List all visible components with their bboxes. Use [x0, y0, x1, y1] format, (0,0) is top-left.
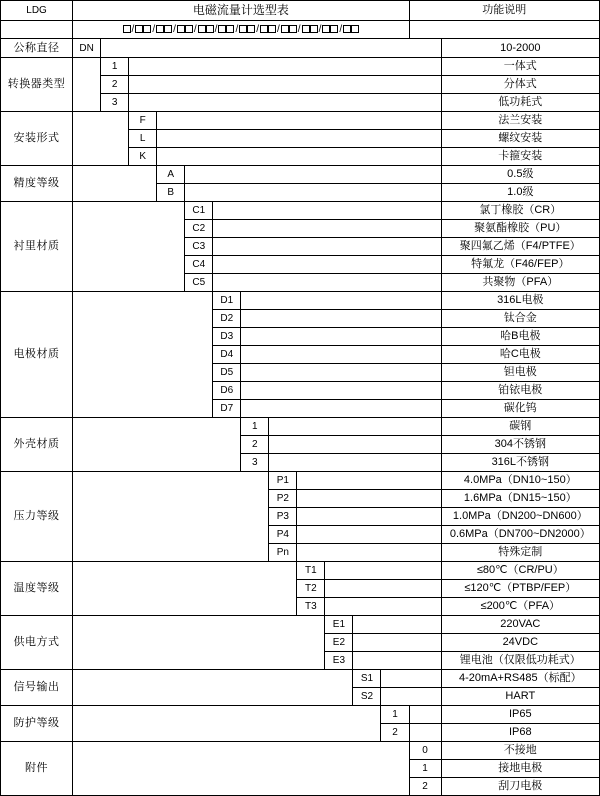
table-row — [1, 202, 600, 220]
blank-cell — [241, 292, 441, 310]
blank-cell — [157, 112, 441, 130]
desc-cell: 特殊定制 — [441, 544, 599, 562]
table-row — [1, 706, 600, 724]
blank-cell — [73, 166, 157, 202]
blank-cell — [73, 112, 129, 166]
code-cell: 3 — [101, 94, 129, 112]
blank-cell — [73, 616, 325, 670]
code-box — [302, 25, 310, 33]
blank-cell — [73, 292, 213, 418]
desc-cell: 聚氨酯橡胶（PU） — [441, 220, 599, 238]
blank-cell — [73, 670, 353, 706]
code-cell: S1 — [353, 670, 381, 688]
code-box — [143, 25, 151, 33]
code-slash: / — [297, 23, 301, 35]
code-cell: P2 — [269, 490, 297, 508]
code-cell: C1 — [185, 202, 213, 220]
blank-cell — [269, 436, 441, 454]
code-box — [268, 25, 276, 33]
table-row — [1, 39, 600, 58]
desc-cell: 氯丁橡胶（CR） — [441, 202, 599, 220]
table-row — [1, 616, 600, 634]
desc-cell: 10-2000 — [441, 39, 599, 58]
blank-cell — [241, 364, 441, 382]
code-box — [226, 25, 234, 33]
blank-cell — [409, 724, 441, 742]
code-cell: 2 — [381, 724, 409, 742]
desc-cell: HART — [441, 688, 599, 706]
code-cell: S2 — [353, 688, 381, 706]
code-cell: D2 — [213, 310, 241, 328]
row-label-housing-material: 外壳材质 — [1, 418, 73, 472]
code-cell: L — [129, 130, 157, 148]
code-cell: Pn — [269, 544, 297, 562]
spacer-right — [409, 21, 599, 39]
desc-cell: IP68 — [441, 724, 599, 742]
code-slash: / — [214, 23, 218, 35]
desc-cell: 钽电极 — [441, 364, 599, 382]
table-row — [1, 58, 600, 76]
code-cell: 2 — [101, 76, 129, 94]
desc-cell: 碳钢 — [441, 418, 599, 436]
code-cell: 0 — [409, 742, 441, 760]
code-box — [198, 25, 206, 33]
code-box — [123, 25, 131, 33]
code-cell: D4 — [213, 346, 241, 364]
code-box — [260, 25, 268, 33]
blank-cell — [73, 202, 185, 292]
code-cell: T1 — [297, 562, 325, 580]
code-box — [177, 25, 185, 33]
code-cell: 1 — [241, 418, 269, 436]
code-cell: E3 — [325, 652, 353, 670]
code-box — [164, 25, 172, 33]
blank-cell — [325, 562, 441, 580]
blank-cell — [353, 652, 441, 670]
blank-cell — [129, 76, 441, 94]
code-cell: 1 — [409, 760, 441, 778]
blank-cell — [73, 742, 409, 796]
code-slash: / — [318, 23, 322, 35]
func-desc-header: 功能说明 — [409, 1, 599, 21]
code-boxes — [73, 21, 409, 39]
code-boxes-row — [1, 21, 600, 39]
blank-cell — [297, 526, 441, 544]
code-box — [247, 25, 255, 33]
blank-cell — [157, 130, 441, 148]
desc-cell: 分体式 — [441, 76, 599, 94]
blank-cell — [269, 418, 441, 436]
blank-cell — [157, 148, 441, 166]
code-cell: C3 — [185, 238, 213, 256]
table-row — [1, 742, 600, 760]
desc-cell: 聚四氟乙烯（F4/PTFE） — [441, 238, 599, 256]
blank-cell — [297, 544, 441, 562]
row-label-install-form: 安装形式 — [1, 112, 73, 166]
blank-cell — [185, 166, 441, 184]
code-cell: E1 — [325, 616, 353, 634]
blank-cell — [73, 706, 381, 742]
desc-cell: 低功耗式 — [441, 94, 599, 112]
row-label-converter-type: 转换器类型 — [1, 58, 73, 112]
desc-cell: 刮刀电极 — [441, 778, 599, 796]
blank-cell — [73, 418, 241, 472]
table-row — [1, 166, 600, 184]
code-cell: P4 — [269, 526, 297, 544]
row-label-signal-output: 信号输出 — [1, 670, 73, 706]
desc-cell: 304不锈钢 — [441, 436, 599, 454]
title-row — [1, 1, 600, 21]
blank-cell — [129, 94, 441, 112]
blank-cell — [381, 688, 441, 706]
row-label-accuracy-class: 精度等级 — [1, 166, 73, 202]
row-label-power-supply: 供电方式 — [1, 616, 73, 670]
code-cell: C2 — [185, 220, 213, 238]
blank-cell — [213, 256, 441, 274]
desc-cell: 共聚物（PFA） — [441, 274, 599, 292]
blank-cell — [101, 39, 441, 58]
blank-cell — [269, 454, 441, 472]
code-cell: B — [157, 184, 185, 202]
code-cell: P3 — [269, 508, 297, 526]
code-cell: T3 — [297, 598, 325, 616]
code-cell: 1 — [101, 58, 129, 76]
code-cell: 2 — [409, 778, 441, 796]
model-prefix-cell: LDG — [1, 1, 73, 21]
blank-cell — [241, 400, 441, 418]
desc-cell: 316L电极 — [441, 292, 599, 310]
blank-cell — [213, 220, 441, 238]
blank-cell — [73, 58, 101, 112]
code-slash: / — [256, 23, 259, 35]
code-slash: / — [173, 23, 176, 35]
blank-cell — [213, 274, 441, 292]
row-label-pressure-class: 压力等级 — [1, 472, 73, 562]
code-cell: K — [129, 148, 157, 166]
code-box — [185, 25, 193, 33]
blank-cell — [297, 472, 441, 490]
spacer-left — [1, 21, 73, 39]
table-row — [1, 472, 600, 490]
code-cell: 1 — [381, 706, 409, 724]
desc-cell: 4.0MPa（DN10~150） — [441, 472, 599, 490]
code-dn: DN — [73, 39, 101, 58]
row-label-accessories: 附件 — [1, 742, 73, 796]
desc-cell: 一体式 — [441, 58, 599, 76]
desc-cell: 铂铱电极 — [441, 382, 599, 400]
row-label-electrode-material: 电极材质 — [1, 292, 73, 418]
row-label-nominal-diameter: 公称直径 — [1, 39, 73, 58]
code-box — [206, 25, 214, 33]
blank-cell — [325, 598, 441, 616]
code-cell: 2 — [241, 436, 269, 454]
blank-cell — [241, 310, 441, 328]
code-slash: / — [152, 23, 156, 35]
code-box — [135, 25, 143, 33]
row-label-temperature-class: 温度等级 — [1, 562, 73, 616]
table-row — [1, 112, 600, 130]
desc-cell: 接地电极 — [441, 760, 599, 778]
blank-cell — [297, 490, 441, 508]
table-row — [1, 292, 600, 310]
chart-title: 电磁流量计选型表 — [73, 1, 409, 21]
desc-cell: 哈B电极 — [441, 328, 599, 346]
code-box — [330, 25, 338, 33]
blank-cell — [409, 706, 441, 724]
desc-cell: 不接地 — [441, 742, 599, 760]
desc-cell: 法兰安装 — [441, 112, 599, 130]
blank-cell — [241, 328, 441, 346]
desc-cell: 哈C电极 — [441, 346, 599, 364]
blank-cell — [297, 508, 441, 526]
desc-cell: 1.6MPa（DN15~150） — [441, 490, 599, 508]
code-cell: 3 — [241, 454, 269, 472]
blank-cell — [129, 58, 441, 76]
desc-cell: ≤80℃（CR/PU） — [441, 562, 599, 580]
code-box — [156, 25, 164, 33]
desc-cell: 24VDC — [441, 634, 599, 652]
code-box — [351, 25, 359, 33]
blank-cell — [353, 616, 441, 634]
desc-cell: 1.0级 — [441, 184, 599, 202]
code-cell: F — [129, 112, 157, 130]
code-cell: P1 — [269, 472, 297, 490]
desc-cell: 316L不锈钢 — [441, 454, 599, 472]
blank-cell — [73, 562, 297, 616]
code-cell: D5 — [213, 364, 241, 382]
code-box — [218, 25, 226, 33]
desc-cell: 220VAC — [441, 616, 599, 634]
code-box — [310, 25, 318, 33]
blank-cell — [213, 202, 441, 220]
desc-cell: 钛合金 — [441, 310, 599, 328]
code-cell: E2 — [325, 634, 353, 652]
desc-cell: 特氟龙（F46/FEP） — [441, 256, 599, 274]
code-cell: D7 — [213, 400, 241, 418]
desc-cell: 碳化钨 — [441, 400, 599, 418]
code-box — [239, 25, 247, 33]
code-cell: D6 — [213, 382, 241, 400]
code-slash: / — [277, 23, 280, 35]
desc-cell: ≤120℃（PTBP/FEP） — [441, 580, 599, 598]
desc-cell: 4-20mA+RS485（标配） — [441, 670, 599, 688]
blank-cell — [241, 346, 441, 364]
blank-cell — [353, 634, 441, 652]
desc-cell: 0.5级 — [441, 166, 599, 184]
code-box — [343, 25, 351, 33]
blank-cell — [241, 382, 441, 400]
code-cell: D3 — [213, 328, 241, 346]
code-slash: / — [131, 23, 135, 35]
blank-cell — [213, 238, 441, 256]
table-row — [1, 670, 600, 688]
code-slash: / — [339, 23, 343, 35]
blank-cell — [73, 472, 269, 562]
blank-cell — [325, 580, 441, 598]
blank-cell — [185, 184, 441, 202]
row-label-lining-material: 衬里材质 — [1, 202, 73, 292]
desc-cell: 0.6MPa（DN700~DN2000） — [441, 526, 599, 544]
desc-cell: 螺纹安装 — [441, 130, 599, 148]
code-cell: C5 — [185, 274, 213, 292]
code-slash: / — [193, 23, 197, 35]
code-cell: A — [157, 166, 185, 184]
code-box — [281, 25, 289, 33]
code-box — [289, 25, 297, 33]
desc-cell: 卡箍安装 — [441, 148, 599, 166]
table-row — [1, 562, 600, 580]
code-cell: D1 — [213, 292, 241, 310]
desc-cell: ≤200℃（PFA） — [441, 598, 599, 616]
blank-cell — [381, 670, 441, 688]
code-box — [322, 25, 330, 33]
code-cell: T2 — [297, 580, 325, 598]
desc-cell: 锂电池（仅限低功耗式） — [441, 652, 599, 670]
code-cell: C4 — [185, 256, 213, 274]
desc-cell: IP65 — [441, 706, 599, 724]
desc-cell: 1.0MPa（DN200~DN600） — [441, 508, 599, 526]
code-slash: / — [235, 23, 239, 35]
table-row — [1, 418, 600, 436]
row-label-protection-class: 防护等级 — [1, 706, 73, 742]
